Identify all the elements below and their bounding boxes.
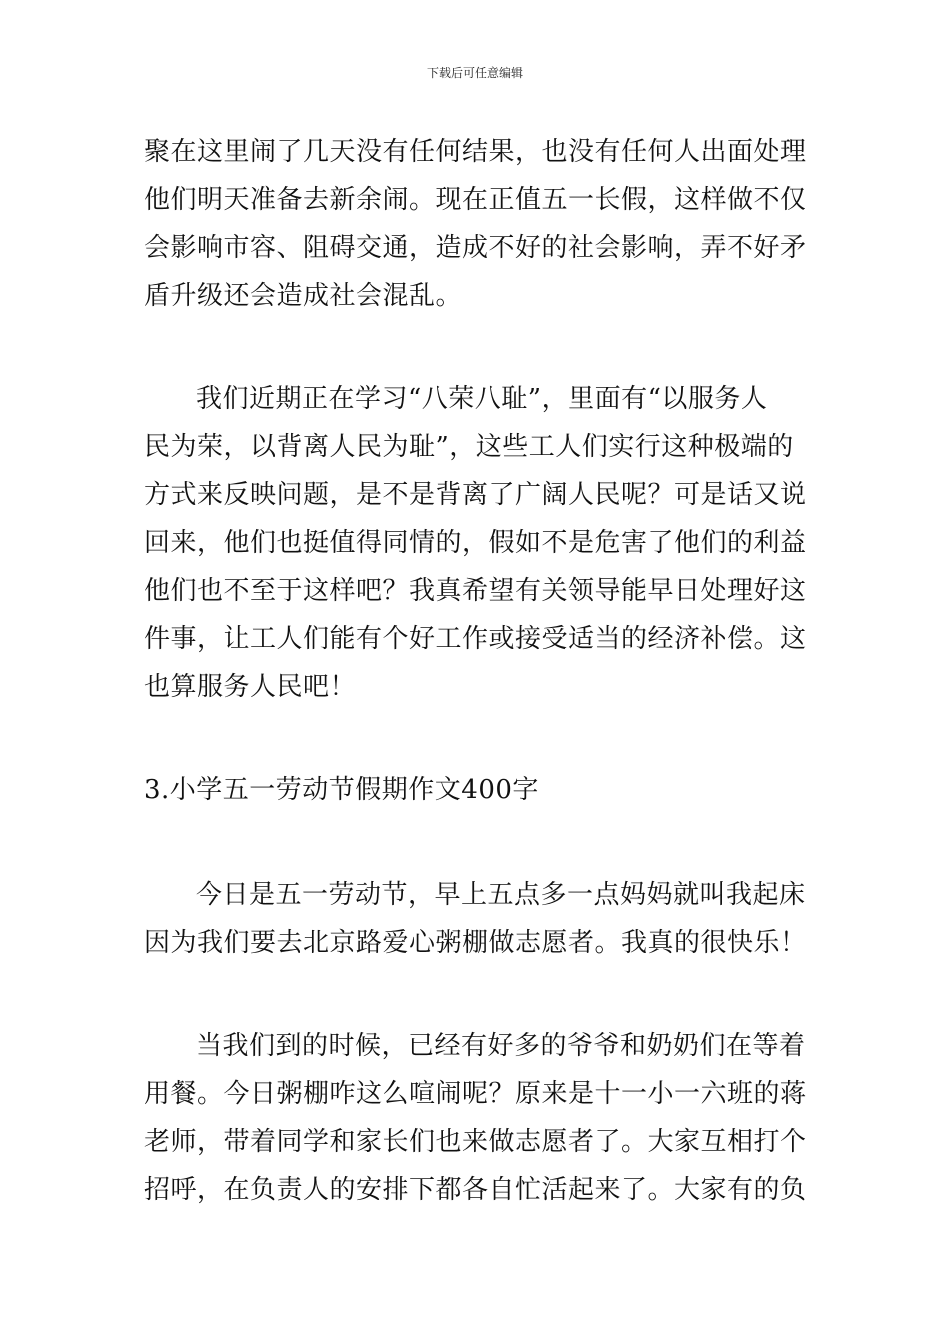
section-title: 3.小学五一劳动节假期作文400字 <box>144 775 539 805</box>
text-line: 招呼，在负责人的安排下都各自忙活起来了。大家有的负 <box>144 1175 807 1205</box>
page-header: 下载后可任意编辑 <box>426 66 523 80</box>
text-line: 方式来反映问题，是不是背离了广阔人民呢？可是话又说 <box>144 480 807 510</box>
text-line: 今日是五一劳动节，早上五点多一点妈妈就叫我起床 <box>196 880 806 910</box>
text-line: 回来，他们也挺值得同情的，假如不是危害了他们的利益 <box>144 528 807 558</box>
text-line: 件事，让工人们能有个好工作或接受适当的经济补偿。这 <box>144 624 807 654</box>
text-line: 会影响市容、阻碍交通，造成不好的社会影响，弄不好矛 <box>144 233 807 263</box>
text-line: 他们也不至于这样吧？我真希望有关领导能早日处理好这 <box>144 576 807 606</box>
text-line: 他们明天准备去新余闹。现在正值五一长假，这样做不仅 <box>144 185 807 215</box>
section-heading <box>144 766 806 814</box>
text-line: 聚在这里闹了几天没有任何结果，也没有任何人出面处理 <box>144 137 807 167</box>
text-line: 因为我们要去北京路爱心粥棚做志愿者。我真的很快乐！ <box>144 928 807 958</box>
text-line: 我们近期正在学习“八荣八耻”，里面有“以服务人 <box>196 384 768 414</box>
paragraph-1 <box>144 128 806 320</box>
text-line: 当我们到的时候，已经有好多的爷爷和奶奶们在等着 <box>196 1031 806 1061</box>
paragraph-2 <box>144 375 806 711</box>
text-line: 用餐。今日粥棚咋这么喧闹呢？原来是十一小一六班的蒋 <box>144 1079 807 1109</box>
text-line: 盾升级还会造成社会混乱。 <box>144 281 463 311</box>
paragraph-4 <box>144 1022 806 1214</box>
paragraph-3 <box>144 871 806 967</box>
text-line: 也算服务人民吧！ <box>144 672 357 702</box>
text-line: 老师，带着同学和家长们也来做志愿者了。大家互相打个 <box>144 1127 807 1157</box>
text-line: 民为荣，以背离人民为耻”，这些工人们实行这种极端的 <box>144 432 794 462</box>
